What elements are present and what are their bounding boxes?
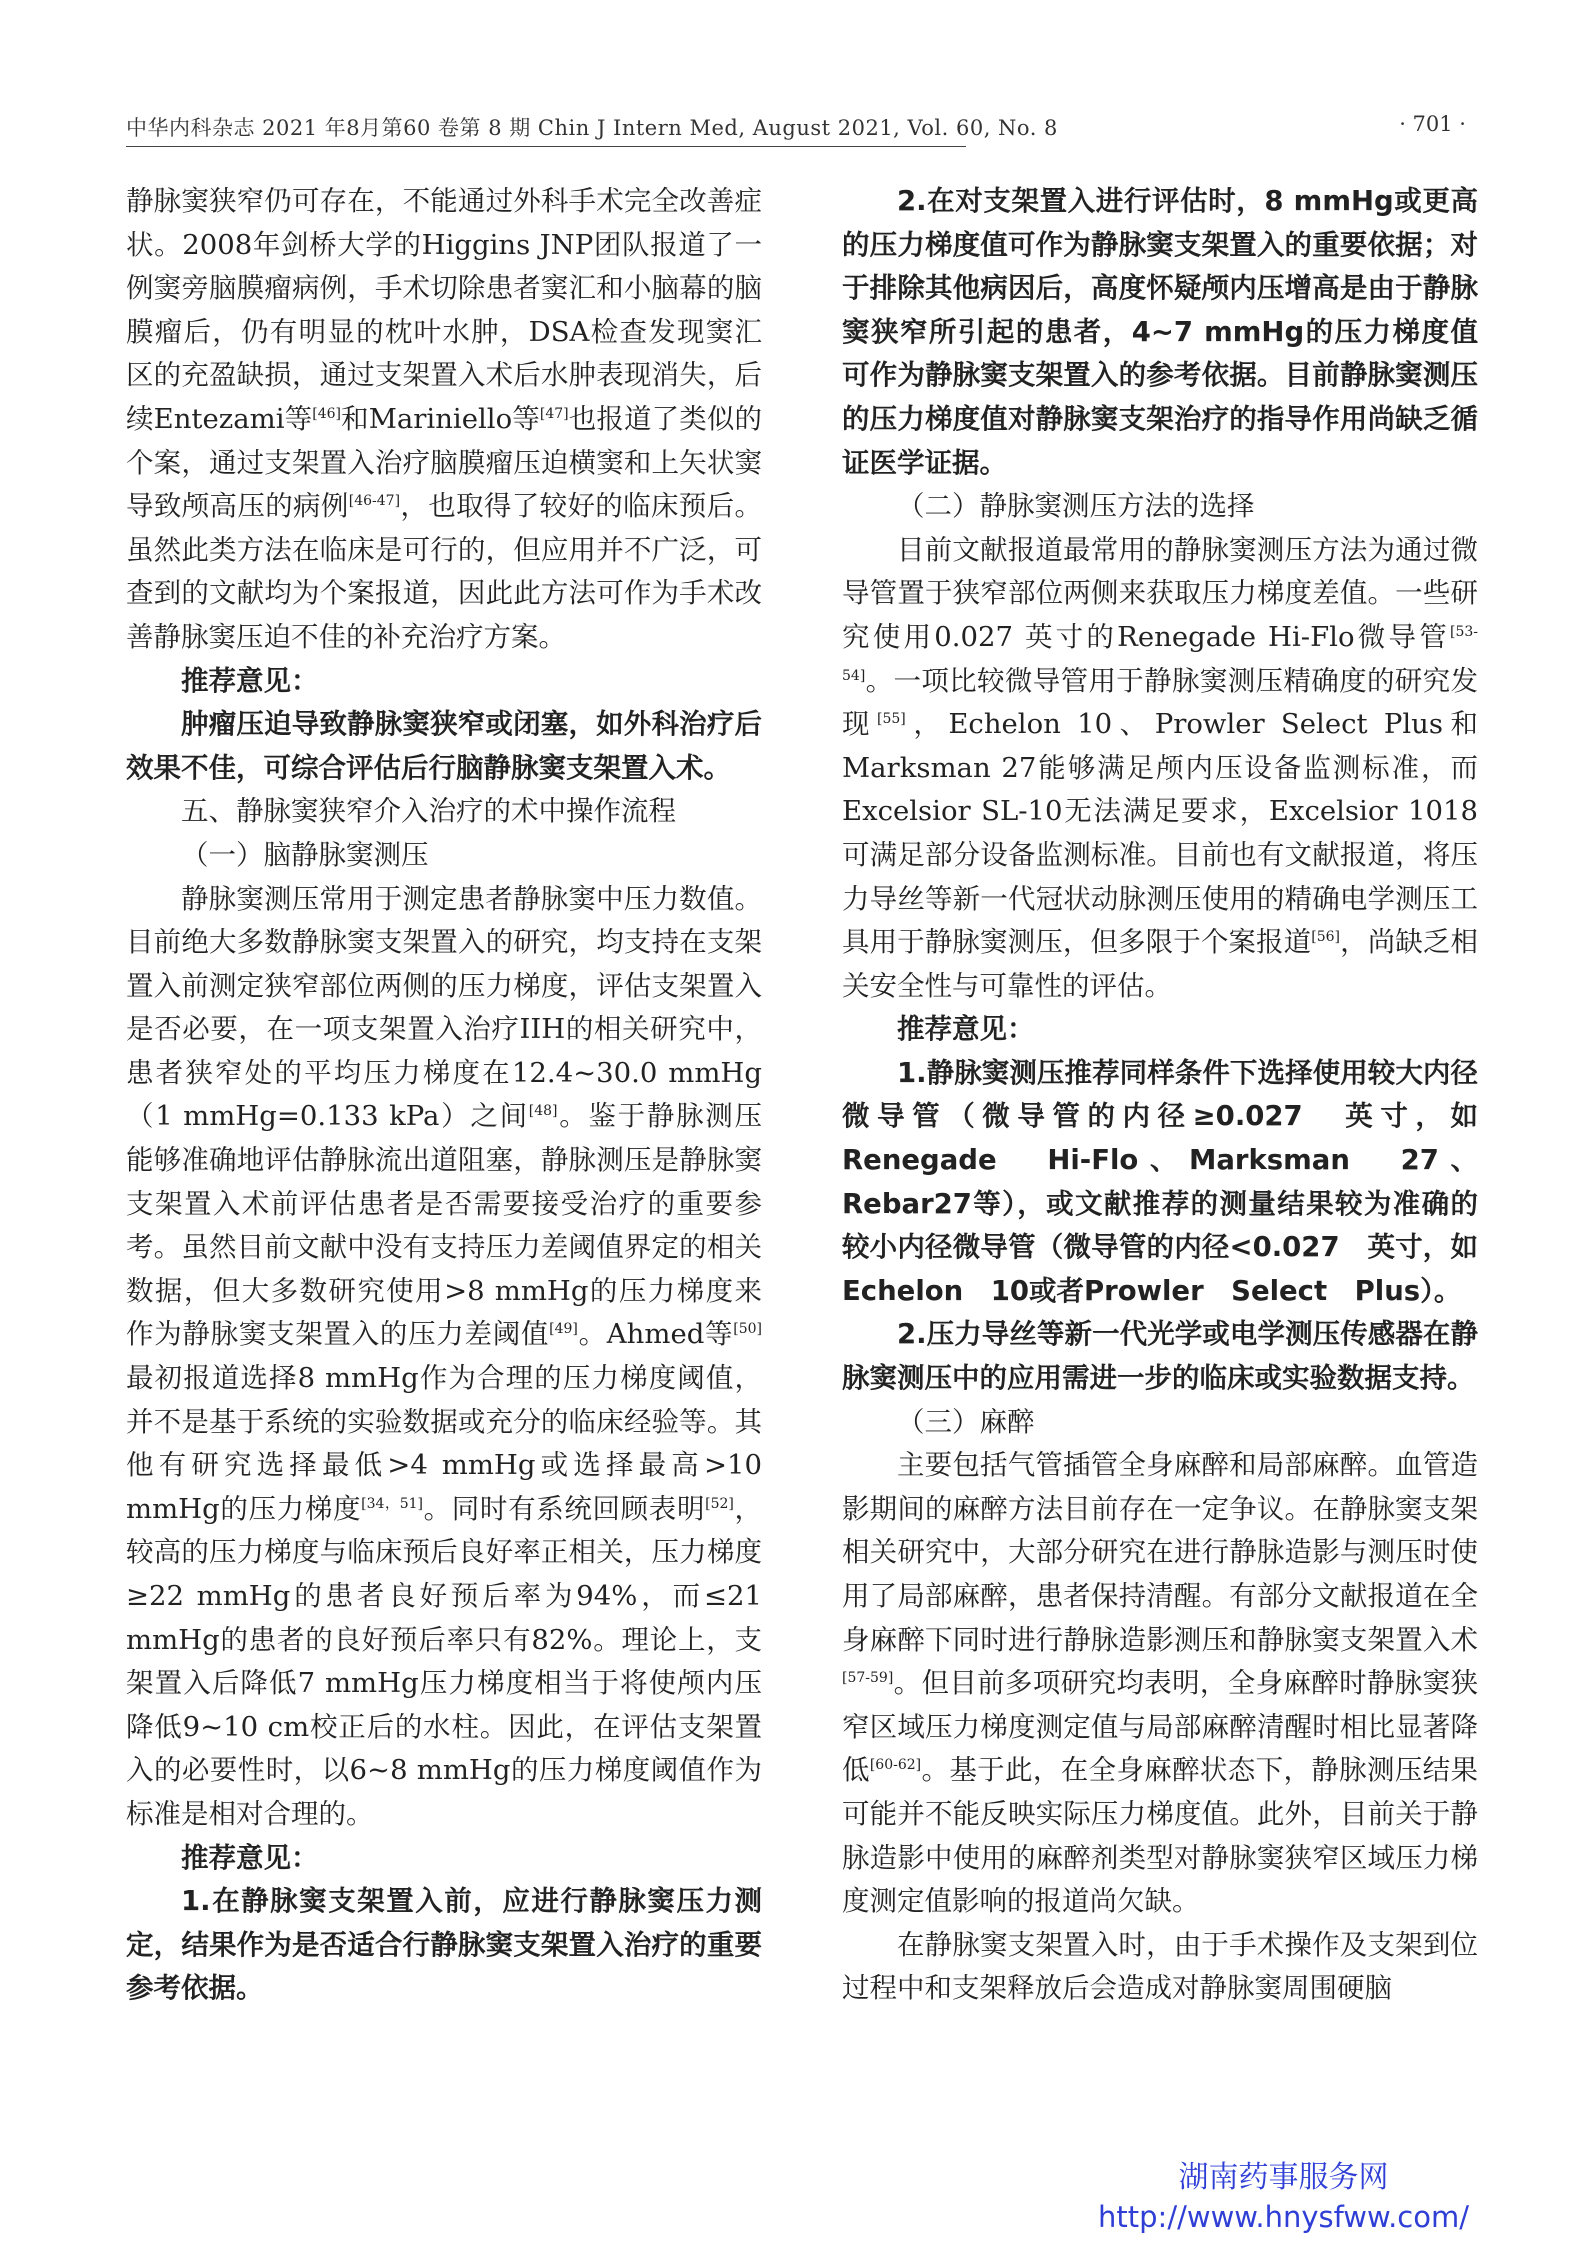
paragraph: 静脉窦测压常用于测定患者静脉窦中压力数值。目前绝大多数静脉窦支架置入的研究，均支持在支架置入前测定狭窄部位两侧的压力梯度，评估支架置入是否必要，在一项支架置入治疗IIH的相关研究中，患者狭窄处的平均压力梯度在12.4~30.0 mmHg（1 mmHg=0.133 kPa）之间[48]。鉴于静脉测压能够准确地评估静脉流出道阻塞，静脉测压是静脉窦支架置入术前评估患者是否需要接受治疗的重要参考。虽然目前文献中没有支持压力差阈值界定的相关数据，但大多数研究使用>8 mmHg的压力梯度来作为静脉窦支架置入的压力差阈值[49]。Ahmed等[50]最初报道选择8 mmHg作为合理的压力梯度阈值，并不是基于系统的实验数据或充分的临床经验等。其他有研究选择最低>4 mmHg或选择最高>10 mmHg的压力梯度[34，51]。同时有系统回顾表明[52]，较高的压力梯度与临床预后良好率正相关，压力梯度≥22 mmHg的患者良好预后率为94%，而≤21 mmHg的患者的良好预后率只有82%。理论上，支架置入后降低7 mmHg压力梯度相当于将使颅内压降低9~10 cm校正后的水柱。因此，在评估支架置入的必要性时，以6~8 mmHg的压力梯度阈值作为标准是相对合理的。 xyxy=(126,882,763,1830)
citation[interactable]: [46-47] xyxy=(348,493,401,509)
page-number: · 701 · xyxy=(1399,112,1466,136)
citation[interactable]: [60-62] xyxy=(869,1757,922,1774)
citation[interactable]: [47] xyxy=(539,405,569,422)
recommendation-text: 2.在对支架置入进行评估时，8 mmHg或更高的压力梯度值可作为静脉窦支架置入的重要依据；对于排除其他病因后，高度怀疑颅内压增高是由于静脉窦狭窄所引起的患者，4~7 mmHg的压力梯度值可作为静脉窦支架置入的参考依据。目前静脉窦测压的压力梯度值对静脉窦支架治疗的指导作用尚缺乏循证医学证据。 xyxy=(842,185,1478,479)
citation[interactable]: [57-59] xyxy=(842,1670,894,1687)
watermark-url[interactable]: http://www.hnysfww.com/ xyxy=(1098,2200,1469,2234)
right-column xyxy=(842,180,1478,2011)
citation[interactable]: [49] xyxy=(549,1321,578,1338)
citation[interactable]: [52] xyxy=(705,1495,734,1512)
left-column xyxy=(126,180,762,2011)
journal-citation: 中华内科杂志 2021 年8月第60 卷第 8 期 Chin J Intern Med, August 2021, Vol. 60, No. 8 xyxy=(126,116,1058,140)
running-header xyxy=(126,108,1466,144)
recommendation-text: 1.在静脉窦支架置入前，应进行静脉窦压力测定，结果作为是否适合行静脉窦支架置入治疗的重要参考依据。 xyxy=(126,1885,762,2005)
section-heading: 五、静脉窦狭窄介入治疗的术中操作流程 xyxy=(181,795,676,828)
site-watermark xyxy=(1098,2158,1469,2236)
citation[interactable]: [48] xyxy=(528,1103,558,1120)
citation[interactable]: [55] xyxy=(877,710,906,727)
citation[interactable]: [50] xyxy=(733,1321,763,1338)
recommendation-title: 推荐意见： xyxy=(181,664,319,697)
paragraph: 在静脉窦支架置入时，由于手术操作及支架到位过程中和支架释放后会造成对静脉窦周围硬脑 xyxy=(842,1928,1478,2005)
paragraph: 目前文献报道最常用的静脉窦测压方法为通过微导管置于狭窄部位两侧来获取压力梯度差值。一些研究使用0.027 英寸的Renegade Hi-Flo微导管[53-54]。一项比较微导管用于静脉窦测压精确度的研究发现[55]，Echelon 10、Prowler Select Plus和Marksman 27能够满足颅内压设备监测标准，而Excelsior SL-10无法满足要求，Excelsior 1018可满足部分设备监测标准。目前也有文献报道，将压力导丝等新一代冠状动脉测压使用的精确电学测压工具用于静脉窦测压，但多限于个案报道[56]，尚缺乏相关安全性与可靠性的评估。 xyxy=(842,533,1479,1002)
citation[interactable]: [56] xyxy=(1311,928,1340,945)
recommendation-text: 肿瘤压迫导致静脉窦狭窄或闭塞，如外科治疗后效果不佳，可综合评估后行脑静脉窦支架置入术。 xyxy=(126,708,762,784)
paragraph: 静脉窦狭窄仍可存在，不能通过外科手术完全改善症状。2008年剑桥大学的Higgins JNP团队报道了一例窦旁脑膜瘤病例，手术切除患者窦汇和小脑幕的脑膜瘤后，仍有明显的枕叶水肿，DSA检查发现窦汇区的充盈缺损，通过支架置入术后水肿表现消失，后续Entezami等[46]和Mariniello等[47]也报道了类似的个案，通过支架置入治疗脑膜瘤压迫横窦和上矢状窦导致颅高压的病例[46-47]，也取得了较好的临床预后。虽然此类方法在临床是可行的，但应用并不广泛，可查到的文献均为个案报道，因此此方法可作为手术改善静脉窦压迫不佳的补充治疗方案。 xyxy=(126,185,763,653)
recommendation-text: 2.压力导丝等新一代光学或电学测压传感器在静脉窦测压中的应用需进一步的临床或实验数据支持。 xyxy=(842,1318,1478,1395)
watermark-name: 湖南药事服务网 xyxy=(1178,2160,1389,2195)
subsection-heading: （一）脑静脉窦测压 xyxy=(181,838,429,871)
subsection-heading: （三）麻醉 xyxy=(897,1405,1035,1438)
recommendation-title: 推荐意见： xyxy=(897,1013,1035,1046)
paragraph: 主要包括气管插管全身麻醉和局部麻醉。血管造影期间的麻醉方法目前存在一定争议。在静脉窦支架相关研究中，大部分研究在进行静脉造影与测压时使用了局部麻醉，患者保持清醒。有部分文献报道在全身麻醉下同时进行静脉造影测压和静脉窦支架置入术[57-59]。但目前多项研究均表明，全身麻醉时静脉窦狭窄区域压力梯度测定值与局部麻醉清醒时相比显著降低[60-62]。基于此，在全身麻醉状态下，静脉测压结果可能并不能反映实际压力梯度值。此外，目前关于静脉造影中使用的麻醉剂类型对静脉窦狭窄区域压力梯度测定值影响的报道尚欠缺。 xyxy=(842,1449,1478,1918)
header-rule xyxy=(126,146,966,147)
subsection-heading: （二）静脉窦测压方法的选择 xyxy=(897,490,1255,523)
citation[interactable]: [53-54] xyxy=(842,623,1478,684)
citation[interactable]: [46] xyxy=(312,405,341,422)
citation[interactable]: [34，51] xyxy=(361,1495,423,1512)
recommendation-title: 推荐意见： xyxy=(181,1841,319,1874)
recommendation-text: 1.静脉窦测压推荐同样条件下选择使用较大内径微导管（微导管的内径≥0.027 英寸，如Renegade Hi-Flo、Marksman 27、Rebar27等），或文献推荐的测量结果较为准确的较小内径微导管（微导管的内径<0.027 英寸，如Echelon 10或者Prowler Select Plus）。 xyxy=(842,1056,1478,1307)
